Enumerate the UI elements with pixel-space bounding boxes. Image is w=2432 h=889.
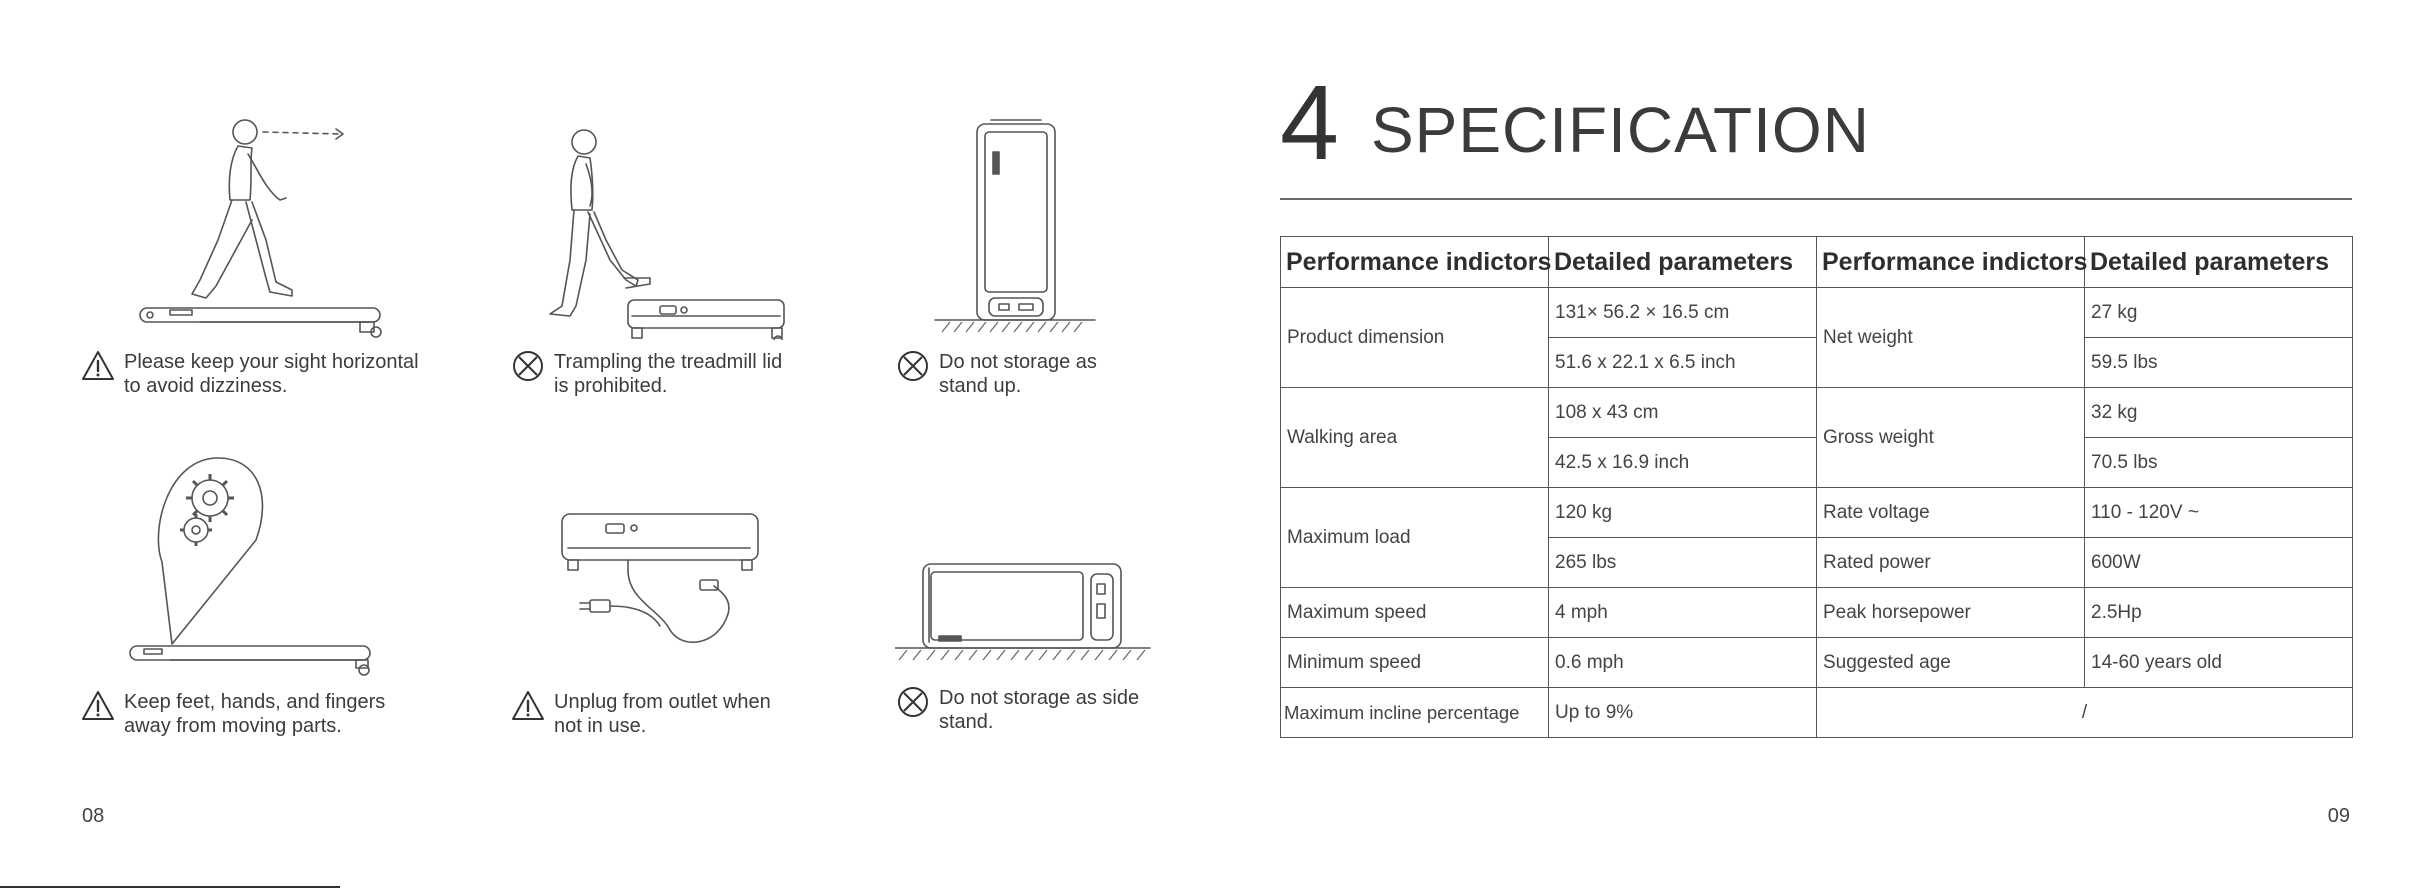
spec-value: 0.6 mph bbox=[1549, 638, 1817, 688]
right-page bbox=[1216, 0, 2432, 889]
warning-triangle-icon bbox=[80, 348, 116, 384]
stepping-person-illustration bbox=[510, 110, 850, 340]
header-cell: Detailed parameters bbox=[1549, 237, 1817, 288]
safety-item-no-side-storage bbox=[895, 450, 1235, 810]
unplug-illustration bbox=[510, 450, 850, 680]
spec-value: 2.5Hp bbox=[2085, 588, 2353, 638]
moving-parts-illustration bbox=[80, 450, 420, 680]
section-heading bbox=[1280, 64, 1870, 182]
spec-value: 14-60 years old bbox=[2085, 638, 2353, 688]
spec-label: Net weight bbox=[1817, 288, 2085, 388]
spec-label: Suggested age bbox=[1817, 638, 2085, 688]
caption bbox=[895, 686, 1139, 734]
spec-label: Gross weight bbox=[1817, 388, 2085, 488]
header-cell: Detailed parameters bbox=[2085, 237, 2353, 288]
spec-value: 265 lbs bbox=[1549, 538, 1817, 588]
caption-line: stand up. bbox=[939, 375, 1022, 397]
side-treadmill-illustration bbox=[895, 450, 1235, 680]
table-header-row bbox=[1281, 237, 2353, 288]
caption-line: away from moving parts. bbox=[124, 715, 342, 737]
spec-value: 51.6 x 22.1 x 6.5 inch bbox=[1549, 338, 1817, 388]
caption bbox=[895, 350, 1097, 398]
spec-value: 42.5 x 16.9 inch bbox=[1549, 438, 1817, 488]
caption-line: Please keep your sight horizontal bbox=[124, 351, 419, 373]
warning-triangle-icon bbox=[510, 688, 546, 724]
table-row bbox=[1281, 288, 2353, 338]
spec-label: Rated power bbox=[1817, 538, 2085, 588]
specification-table bbox=[1280, 236, 2353, 738]
heading-divider bbox=[1280, 198, 2352, 200]
caption-line: is prohibited. bbox=[554, 375, 668, 397]
header-cell: Performance indictors bbox=[1817, 237, 2085, 288]
caption bbox=[80, 350, 419, 398]
prohibited-icon bbox=[510, 348, 546, 384]
bottom-rule bbox=[0, 886, 340, 888]
spec-value: 59.5 lbs bbox=[2085, 338, 2353, 388]
caption bbox=[80, 690, 385, 738]
spec-value: 108 x 43 cm bbox=[1549, 388, 1817, 438]
caption-line: not in use. bbox=[554, 715, 647, 737]
spec-label: Minimum speed bbox=[1281, 638, 1549, 688]
spec-value: Up to 9% bbox=[1549, 688, 1817, 738]
caption-line: Do not storage as bbox=[939, 351, 1097, 373]
spec-value: 32 kg bbox=[2085, 388, 2353, 438]
walking-person-illustration bbox=[80, 110, 420, 340]
spec-value: 600W bbox=[2085, 538, 2353, 588]
safety-item-no-stand-up-storage bbox=[895, 110, 1235, 470]
caption bbox=[510, 690, 771, 738]
header-cell: Performance indictors bbox=[1281, 237, 1549, 288]
spec-label: Peak horsepower bbox=[1817, 588, 2085, 638]
spec-label: Rate voltage bbox=[1817, 488, 2085, 538]
safety-item-keep-sight-horizontal bbox=[80, 110, 420, 470]
empty-cell: / bbox=[1817, 688, 2353, 738]
spec-value: 4 mph bbox=[1549, 588, 1817, 638]
spec-value: 70.5 lbs bbox=[2085, 438, 2353, 488]
prohibited-icon bbox=[895, 348, 931, 384]
prohibited-icon bbox=[895, 684, 931, 720]
section-title: SPECIFICATION bbox=[1370, 94, 1870, 166]
caption-line: Keep feet, hands, and fingers bbox=[124, 691, 386, 713]
table-row bbox=[1281, 688, 2353, 738]
table-row bbox=[1281, 388, 2353, 438]
caption bbox=[510, 350, 782, 398]
spec-value: 131× 56.2 × 16.5 cm bbox=[1549, 288, 1817, 338]
safety-item-no-trampling-lid bbox=[510, 110, 850, 470]
section-number: 4 bbox=[1280, 64, 1339, 182]
spec-label: Maximum incline percentage bbox=[1281, 688, 1549, 738]
caption-line: to avoid dizziness. bbox=[124, 375, 288, 397]
safety-item-unplug bbox=[510, 450, 850, 810]
caption-line: Do not storage as side bbox=[939, 687, 1140, 709]
spec-label: Maximum load bbox=[1281, 488, 1549, 588]
safety-item-moving-parts bbox=[80, 450, 420, 810]
spec-value: 120 kg bbox=[1549, 488, 1817, 538]
caption-line: stand. bbox=[939, 711, 994, 733]
page-number-right: 09 bbox=[2327, 805, 2350, 827]
spec-value: 110 - 120V ~ bbox=[2085, 488, 2353, 538]
table-row bbox=[1281, 638, 2353, 688]
upright-treadmill-illustration bbox=[895, 110, 1235, 340]
spec-label: Walking area bbox=[1281, 388, 1549, 488]
spec-label: Maximum speed bbox=[1281, 588, 1549, 638]
spec-value: 27 kg bbox=[2085, 288, 2353, 338]
spec-label: Product dimension bbox=[1281, 288, 1549, 388]
caption-line: Unplug from outlet when bbox=[554, 691, 771, 713]
page-number-left: 08 bbox=[82, 805, 105, 827]
table-row bbox=[1281, 488, 2353, 538]
caption-line: Trampling the treadmill lid bbox=[554, 351, 783, 373]
table-row bbox=[1281, 588, 2353, 638]
warning-triangle-icon bbox=[80, 688, 116, 724]
